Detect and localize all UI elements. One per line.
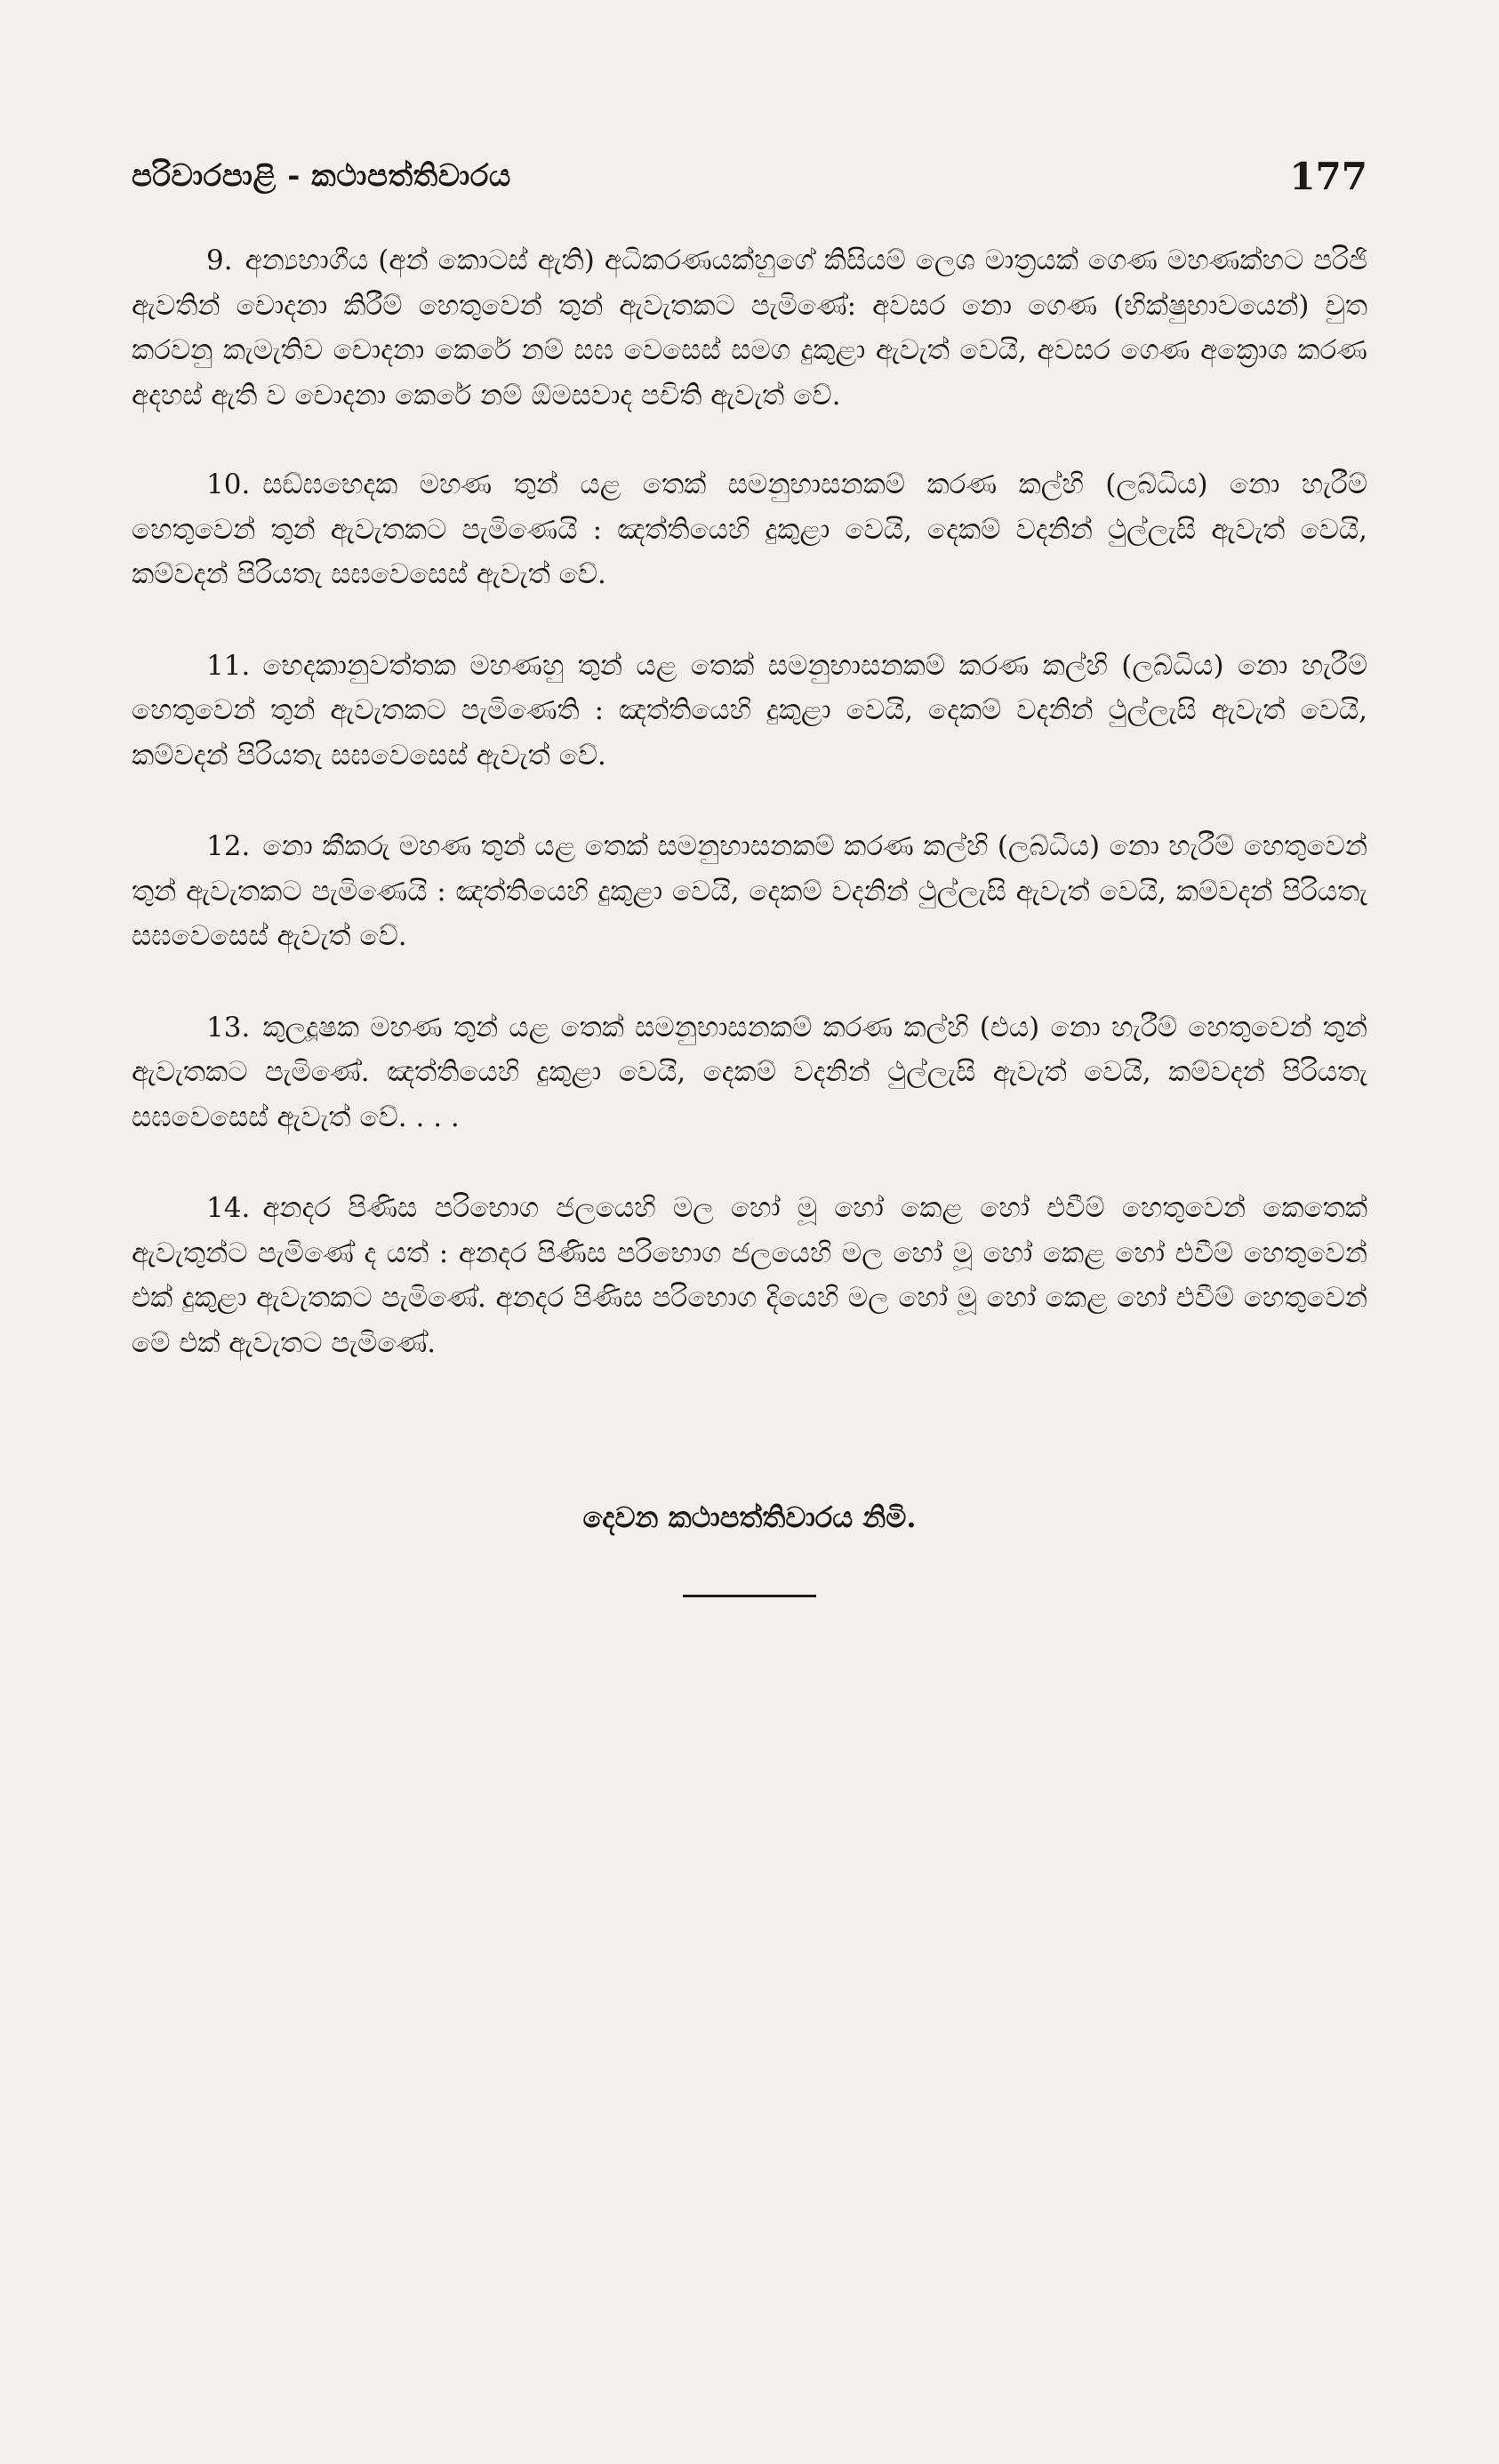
- paragraph-12: [132, 824, 1367, 959]
- paragraph-11: [132, 644, 1367, 779]
- paragraph-number: 12.: [206, 830, 251, 862]
- paragraph-text: අන්‍යභාගීය (අන් කොටස් ඇති) අධිකරණයක්හුගේ කිසියම් ලෙශ මාත්‍රයක් ගෙණ මහණක්හට පරිජි ඇවතින් චොදනා කිරීම් හෙතුවෙන් තුන් ඇවැතකට පැමිණේ: අවසර නො ගෙණ (භික්ෂුභාවයෙන්) චුත කරවනු කැමැතිව චොදනා කෙරේ නම් සඝ වෙසෙස් සමග දුකුළා ඇවැත් වෙයි, අවසර ගෙණ අක්‍රොශ කරණ අදහස් ඇති ව චොදනා කෙරේ නම් ඕමසවාද පචිති ඇවැත් වේ.: [132, 244, 1367, 412]
- paragraph-number: 9.: [206, 244, 233, 276]
- paragraph-13: [132, 1005, 1367, 1140]
- paragraph-number: 10.: [206, 468, 251, 500]
- page-header: [132, 155, 1367, 212]
- paragraph-number: 13.: [206, 1011, 251, 1044]
- paragraph-10: [132, 462, 1367, 597]
- closing-rule: [683, 1595, 816, 1597]
- paragraph-text: සඞ්ඝභෙදක මහණ තුන් යළ තෙක් සමනුභාසනකම් කරණ කල්හි (ලබ්ධිය) නො හැරීම් හෙතුවෙන් තුන් ඇවැතකට පැමිණෙයි : ඤත්තියෙහි දුකුළා වෙයි, දෙකම් වදනින් ථුල්ලැසි ඇවැත් වෙයි, කම්වදන් පිරියතැ සඝවෙසෙස් ඇවැත් වේ.: [132, 468, 1367, 590]
- running-title: පරිවාරපාළි - කථාපත්තිවාරය: [132, 158, 511, 194]
- page-number: 177: [1289, 155, 1367, 198]
- chapter-closing-line: දෙවන කථාපත්තිවාරය නිමි.: [582, 1500, 917, 1534]
- paragraph-number: 14.: [206, 1192, 251, 1224]
- paragraph-text: නො කීකරු මහණ තුන් යළ තෙක් සමනුභාසනකම් කරණ කල්හි (ලබ්ධිය) නො හැරීම් හෙතුවෙන් තුන් ඇවැතකට පැමිණෙයි : ඤත්තියෙහි දුකුළා වෙයි, දෙකම් වදනින් ථුල්ලැසි ඇවැත් වෙයි, කම්වදන් පිරියතැ සඝවෙසෙස් ඇවැත් වේ.: [132, 830, 1367, 952]
- paragraph-text: අනදර පිණිස පරිභොග ජලයෙහි මල හෝ මූ හෝ කෙළ හෝ එවීම් හෙතුවෙන් කෙතෙක් ඇවැතුන්ට පැමිණේ ද යත් : අනදර පිණිස පරිභොග ජලයෙහි මල හෝ මූ හෝ කෙළ හෝ එවීම් හෙතුවෙන් එක් දුකුළා ඇවැතකට පැමිණේ. අනදර පිණිස පරිභොග දියෙහි මල හෝ මූ හෝ කෙළ හෝ එවීම් හෙතුවෙන් මේ එක් ඇවැතට පැමිණේ.: [132, 1192, 1367, 1359]
- paragraph-text: භෙදකානුවත්තක මහණහු තුන් යළ තෙක් සමනුභාසනකම් කරණ කල්හි (ලබ්ධිය) නො හැරීම් හෙතුවෙන් තුන් ඇවැතකට පැමිණෙති : ඤත්තියෙහි දුකුළා වෙයි, දෙකම් වදනින් ථුල්ලැසි ඇවැත් වෙයි, කම්වදන් පිරියතැ සඝවෙසෙස් ඇවැත් වේ.: [132, 649, 1367, 772]
- body-text: [132, 238, 1367, 1412]
- paragraph-14: [132, 1186, 1367, 1365]
- paragraph-9: [132, 238, 1367, 418]
- paragraph-number: 11.: [206, 649, 251, 682]
- paragraph-text: කුලදූෂක මහණ තුන් යළ තෙක් සමනුභාසනකම් කරණ කල්හි (එය) නො හැරීම් හෙතුවෙන් තුන් ඇවැතකට පැමිණේ. ඤත්තියෙහි දුකුළා වෙයි, දෙකම් වදනින් ථුල්ලැසි ඇවැත් වෙයි, කම්වදන් පිරියතැ සඝවෙසෙස් ඇවැත් වේ. . . .: [132, 1011, 1367, 1133]
